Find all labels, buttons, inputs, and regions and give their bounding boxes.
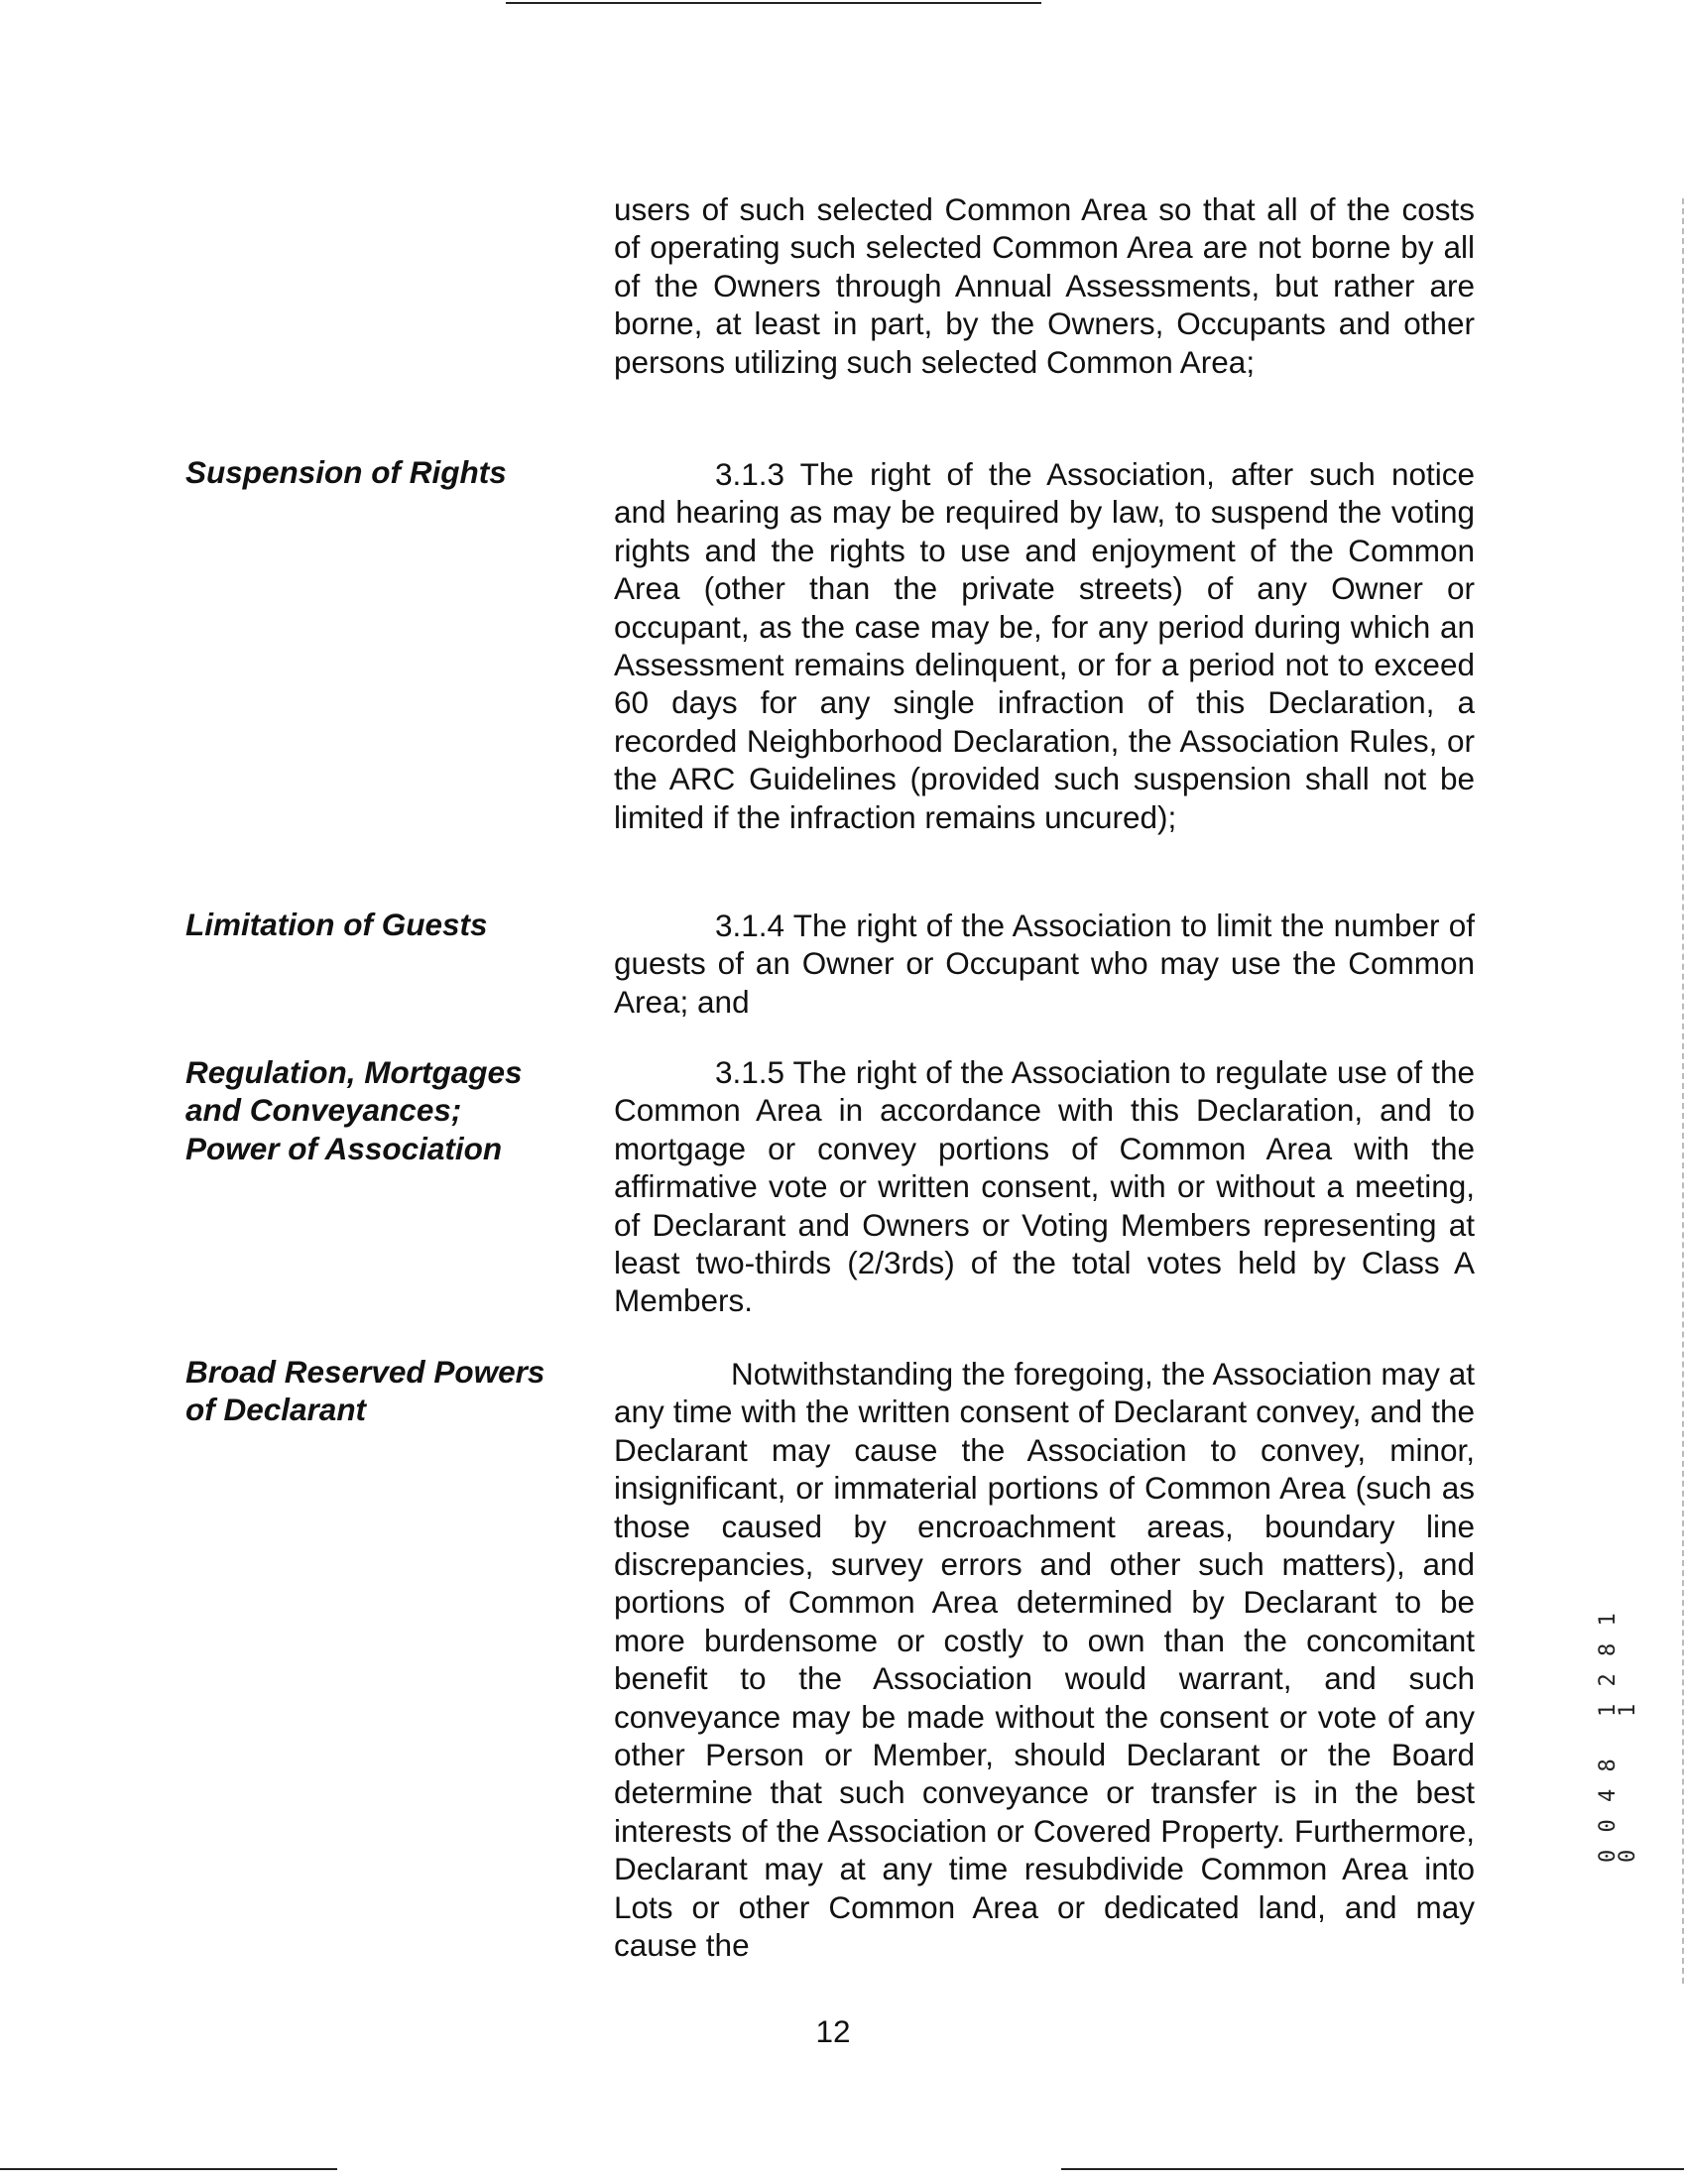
heading-line: Broad Reserved Powers <box>185 1354 545 1390</box>
recording-stamp-lower: 0 0 4 8 0 <box>1596 1757 1640 1863</box>
heading-broad-reserved-powers <box>185 1353 582 1429</box>
section-3-1-5-text: 3.1.5 The right of the Association to regulate use of the Common Area in accordance with this Declaration, and to mortgage or convey portions of Common Area with the affirmative vote or written consent, with or without a meeting, of Declarant and Owners or Voting Members representing at least two-thirds (2/3rds) of the total votes held by Class A Members. <box>614 1054 1475 1319</box>
section-3-1-4-text: 3.1.4 The right of the Association to limit the number of guests of an Owner or Occupant who may use the Common Area; and <box>614 908 1475 1020</box>
recording-stamp <box>1596 1595 1640 1863</box>
heading-line: of Declarant <box>185 1392 367 1428</box>
scan-artifact-bottom-line <box>0 2168 337 2170</box>
heading-suspension-of-rights: Suspension of Rights <box>185 454 507 490</box>
heading-line: Power of Association <box>185 1130 503 1166</box>
heading-regulation-mortgages <box>185 1053 582 1167</box>
continuation-paragraph: users of such selected Common Area so that all of the costs of operating such selected Common Area are not borne by all of the Owners through Annual Assessments, but rather are borne, at least in part, by the Owners, Occupants and other persons utilizing such selected Common Area; <box>614 191 1475 380</box>
page-number: 12 <box>815 2013 851 2049</box>
heading-limitation-of-guests: Limitation of Guests <box>185 907 488 942</box>
recording-stamp-upper: 1 2 8 1 1 <box>1596 1611 1640 1717</box>
heading-line: Regulation, Mortgages <box>185 1054 523 1090</box>
scan-artifact-right-edge <box>1680 198 1684 1984</box>
section-3-1-3-text: 3.1.3 The right of the Association, after such notice and hearing as may be required by law, to suspend the voting rights and the rights to use and enjoyment of the Common Area (other than the private streets) of any Owner or occupant, as the case may be, for any period during which an Assessment remains delinquent, or for a period not to exceed 60 days for any single infraction of this Declaration, a recorded Neighborhood Declaration, the Association Rules, or the ARC Guidelines (provided such suspension shall not be limited if the infraction remains uncured); <box>614 456 1475 835</box>
scan-artifact-bottom-line <box>1061 2168 1684 2170</box>
reserved-powers-text: Notwithstanding the foregoing, the Association may at any time with the written consent of Declarant convey, and the Declarant may cause the Association to convey, minor, insignificant, or immaterial portions of Common Area (such as those caused by encroachment areas, boundary line discrepancies, survey errors and other such matters), and portions of Common Area determined by Declarant to be more burdensome or costly to own than the concomitant benefit to the Association would warrant, and such conveyance may be made without the consent or vote of any other Person or Member, should Declarant or the Board determine that such conveyance or transfer is in the best interests of the Association or Covered Property. Furthermore, Declarant may at any time resubdivide Common Area into Lots or other Common Area or dedicated land, and may cause the <box>614 1356 1475 1964</box>
heading-line: and Conveyances; <box>185 1092 462 1129</box>
scan-artifact-top-line <box>506 2 1041 4</box>
